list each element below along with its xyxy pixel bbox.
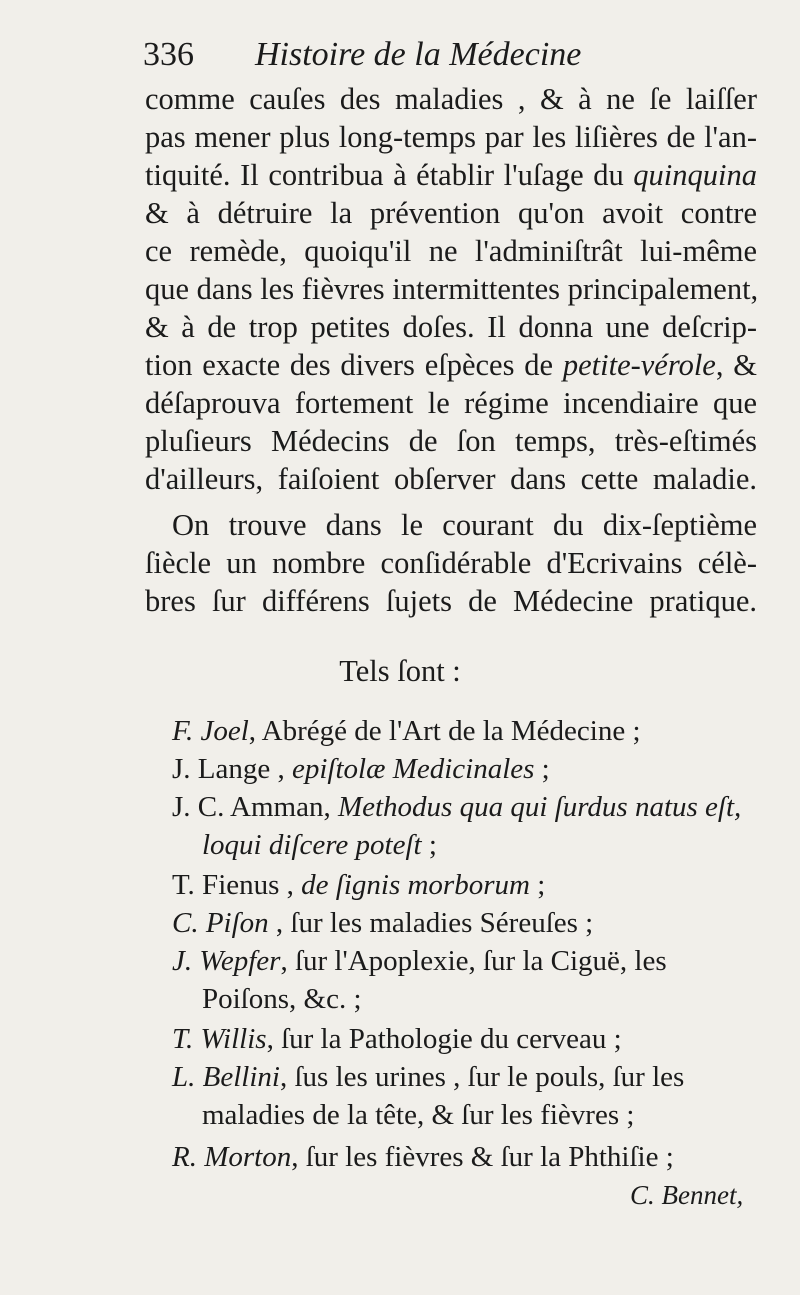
list-item: [172, 750, 762, 788]
work-title: de ſignis morborum: [301, 869, 530, 901]
author-name: J. C. Amman,: [172, 791, 338, 823]
list-item: [172, 788, 762, 826]
work-title: , ſus les urines , ſur le pouls, ſur les: [279, 1061, 685, 1093]
text-line: [145, 346, 757, 384]
text-line: comme cauſes des maladies , & à ne ſe laiſſer: [145, 82, 757, 116]
text-line: pas mener plus long-temps par les liſières de l'an-: [145, 120, 757, 154]
list-item: [172, 712, 762, 750]
list-item: [172, 1058, 762, 1096]
list-item: [172, 1020, 762, 1058]
text-line: d'ailleurs, faiſoient obſerver dans cette maladie.: [145, 462, 757, 496]
work-title: Methodus qua qui ſurdus natus eſt,: [337, 791, 742, 823]
list-item-continuation: [202, 980, 792, 1018]
text-line: ſiècle un nombre conſidérable d'Ecrivains célè-: [145, 546, 757, 580]
list-item-continuation: [202, 826, 792, 864]
text-line: & à détruire la prévention qu'on avoit contre: [145, 196, 757, 230]
author-name: R. Morton: [172, 1141, 292, 1173]
list-item: [172, 942, 762, 980]
text-line: On trouve dans le courant du dix-ſeptième: [172, 508, 757, 542]
author-name: L. Bellini: [172, 1061, 280, 1093]
text-line: bres ſur différens ſujets de Médecine pratique.: [145, 584, 757, 618]
list-item-continuation: [202, 1096, 792, 1134]
text-fragment: tiquité. Il contribua à établir l'uſage du: [145, 158, 634, 192]
section-heading: Tels ſont :: [339, 654, 461, 688]
text-line: que dans les fièvres intermittentes principalement,: [145, 272, 759, 306]
work-title: , ſur l'Apoplexie, ſur la Ciguë, les: [280, 945, 667, 977]
work-title: epiſtolæ Medicinales: [292, 753, 535, 785]
author-name: T. Fienus ,: [172, 869, 302, 901]
list-item: [172, 866, 762, 904]
work-title: , ſur les fièvres & ſur la Phthiſie ;: [291, 1141, 674, 1173]
work-title: Poiſons, &c. ;: [202, 983, 362, 1015]
text-line: [145, 156, 757, 194]
page-number: 336: [143, 36, 194, 73]
author-name: J. Wepfer: [172, 945, 281, 977]
italic-term: quinquina: [633, 158, 757, 192]
text-line: & à de trop petites doſes. Il donna une deſcrip-: [145, 310, 757, 344]
text-line: ce remède, quoiqu'il ne l'adminiſtrât lui-même: [145, 234, 757, 268]
punctuation: ;: [421, 829, 437, 861]
author-name: F. Joel: [172, 715, 249, 747]
work-title: maladies de la tête, & ſur les fièvres ;: [202, 1099, 635, 1131]
work-title: , ſur la Pathologie du cerveau ;: [266, 1023, 622, 1055]
author-name: T. Willis: [172, 1023, 267, 1055]
author-name: J. Lange ,: [172, 753, 292, 785]
punctuation: ;: [534, 753, 550, 785]
text-line: déſaprouva fortement le régime incendiaire que: [145, 386, 757, 420]
list-item: [172, 1138, 762, 1176]
work-title: loqui diſcere poteſt: [202, 829, 422, 861]
text-line: pluſieurs Médecins de ſon temps, très-eſtimés: [145, 424, 757, 458]
work-title: , ſur les maladies Séreuſes ;: [268, 907, 594, 939]
text-fragment: tion exacte des divers eſpèces de: [145, 348, 563, 382]
work-title: , Abrégé de l'Art de la Médecine ;: [248, 715, 641, 747]
running-title: Histoire de la Médecine: [255, 36, 582, 73]
author-name: C. Piſon: [172, 907, 269, 939]
punctuation: ;: [529, 869, 546, 901]
list-item: [172, 904, 762, 942]
page-header: [143, 36, 763, 80]
catchword: C. Bennet,: [630, 1180, 744, 1210]
italic-term: petite-vérole: [562, 348, 716, 382]
text-fragment: , &: [715, 348, 757, 382]
